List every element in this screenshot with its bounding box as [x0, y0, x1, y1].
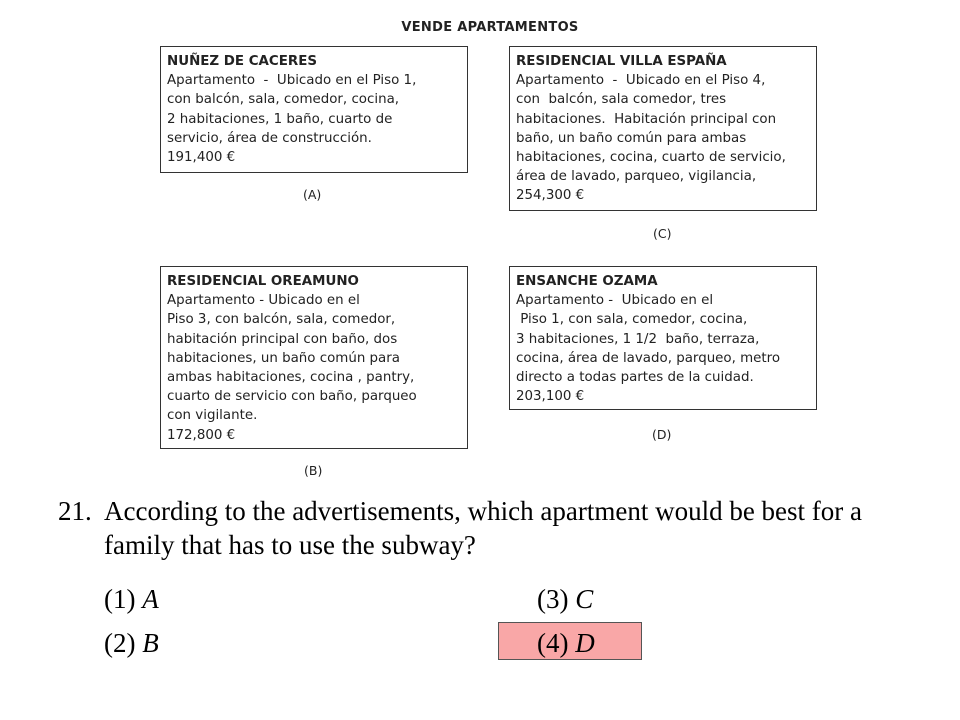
ad-a-line: 2 habitaciones, 1 baño, cuarto de — [167, 111, 393, 127]
ad-d-line: cocina, área de lavado, parqueo, metro — [516, 350, 781, 366]
option-4[interactable] — [537, 626, 595, 660]
option-3[interactable] — [537, 582, 593, 616]
ad-b-caption: (B) — [304, 463, 323, 478]
option-2-number: (2) — [104, 628, 136, 658]
ad-b-line: ambas habitaciones, cocina , pantry, — [167, 370, 415, 386]
ad-c-line: Apartamento - Ubicado en el Piso 4, — [516, 73, 766, 89]
ad-a — [160, 46, 468, 173]
question-text: According to the advertisements, which apartment would be best for a family that has to use the subway? — [104, 496, 863, 560]
ad-b-line: Piso 3, con balcón, sala, comedor, — [167, 312, 396, 328]
ad-c — [509, 46, 817, 211]
ad-c-line: habitaciones. Habitación principal con — [516, 111, 777, 127]
question-number: 21. — [58, 496, 92, 526]
option-3-letter: C — [575, 584, 594, 614]
ad-b-line: habitación principal con baño, dos — [167, 331, 398, 347]
ad-d-line: directo a todas partes de la cuidad. — [516, 370, 754, 386]
ad-a-line: Apartamento - Ubicado en el Piso 1, — [167, 73, 417, 89]
option-3-number: (3) — [537, 584, 569, 614]
ad-b-name: RESIDENCIAL OREAMUNO — [167, 274, 359, 289]
ad-a-name: NUÑEZ DE CACERES — [167, 54, 317, 69]
ad-c-line: con balcón, sala comedor, tres — [516, 92, 727, 108]
ad-d-caption: (D) — [652, 427, 672, 442]
ad-c-price: 254,300 € — [516, 188, 585, 204]
ad-a-price: 191,400 € — [167, 150, 236, 166]
option-1-number: (1) — [104, 584, 136, 614]
ad-d-line: Apartamento - Ubicado en el — [516, 293, 714, 309]
option-1[interactable] — [104, 582, 159, 616]
ad-b-line: habitaciones, un baño común para — [167, 350, 400, 366]
option-1-letter: A — [142, 584, 159, 614]
ad-c-line: habitaciones, cocina, cuarto de servicio, — [516, 150, 786, 166]
ad-d — [509, 266, 817, 410]
ad-c-line: baño, un baño común para ambas — [516, 130, 747, 146]
ad-a-line: con balcón, sala, comedor, cocina, — [167, 92, 400, 108]
ad-a-line: servicio, área de construcción. — [167, 130, 372, 146]
ad-b-line: con vigilante. — [167, 408, 258, 424]
ad-b-price: 172,800 € — [167, 427, 236, 443]
ad-a-caption: (A) — [303, 187, 322, 202]
option-2-letter: B — [142, 628, 159, 658]
ad-c-caption: (C) — [653, 226, 672, 241]
ad-c-line: área de lavado, parqueo, vigilancia, — [516, 169, 757, 185]
ad-b-line: Apartamento - Ubicado en el — [167, 293, 360, 309]
option-4-letter: D — [575, 628, 595, 658]
option-4-number: (4) — [537, 628, 569, 658]
ad-d-line: 3 habitaciones, 1 1/2 baño, terraza, — [516, 331, 760, 347]
ad-b — [160, 266, 468, 449]
ad-b-line: cuarto de servicio con baño, parqueo — [167, 389, 417, 405]
ad-d-line: Piso 1, con sala, comedor, cocina, — [516, 312, 748, 328]
ad-d-price: 203,100 € — [516, 389, 585, 405]
page-heading: VENDE APARTAMENTOS — [401, 20, 579, 35]
ad-c-name: RESIDENCIAL VILLA ESPAÑA — [516, 54, 727, 69]
ad-d-name: ENSANCHE OZAMA — [516, 274, 658, 289]
option-2[interactable] — [104, 626, 159, 660]
